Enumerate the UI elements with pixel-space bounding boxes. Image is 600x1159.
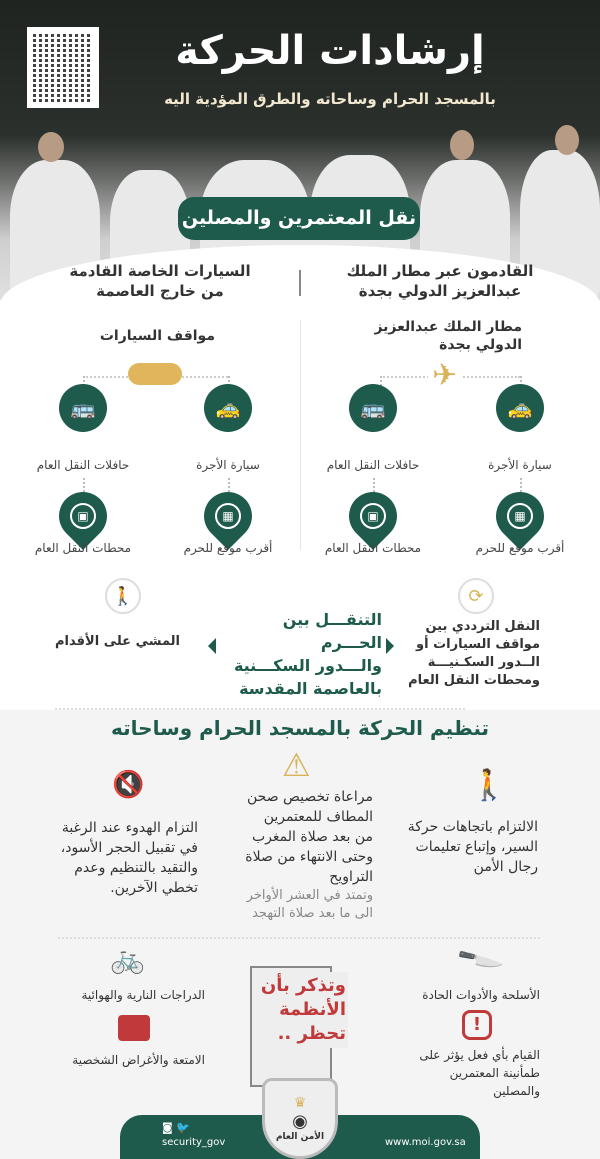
text-line: الالتزام باتجاهات حركة <box>407 819 538 835</box>
text-line: والتقيد بالتنظيم وعدم <box>74 860 198 876</box>
text-line: السير، وإتباع تعليمات <box>415 839 538 855</box>
text-line: التنقـــل بين الحـــرم <box>282 610 382 652</box>
text-line: في تقبيل الحجر الأسود، <box>60 840 198 856</box>
heading-line: من خارج العاصمة <box>96 282 224 300</box>
callout-text <box>252 972 348 1048</box>
location-pin-icon: ▦ <box>486 482 554 550</box>
heading-line: عبدالعزيز الدولي بجدة <box>358 282 522 300</box>
shuttle-cycle-icon: ⟳ <box>458 578 494 614</box>
text-line: التراويح <box>329 869 373 885</box>
text-line: تخطي الآخرين. <box>110 880 198 896</box>
social-icons[interactable]: ◙ 🐦 <box>162 1121 190 1134</box>
walking-icon: 🚶 <box>470 768 508 803</box>
text-line: الأنظمة <box>279 999 346 1020</box>
text-line: وتذكر بأن <box>260 975 346 996</box>
note-line: وتمتد في العشر الأواخر <box>246 888 373 903</box>
regulation-title: تنظيم الحركة بالمسجد الحرام وساحاته <box>111 716 489 740</box>
page-title: إرشادات الحركة <box>175 28 485 74</box>
arrow-left-icon <box>208 638 216 654</box>
car-icon <box>128 363 182 385</box>
prohibited-item: القيام بأي فعل يؤثر على طمأنينة المعتمرين والمصلين <box>419 1048 540 1098</box>
shuttle-text <box>405 618 540 690</box>
text-line: رجال الأمن <box>473 859 538 875</box>
logo-text: الأمن العام <box>275 1132 325 1142</box>
text-line: مواقف السيارات أو <box>416 637 540 652</box>
text-line: وحتى الانتهاء من صلاة <box>245 849 373 865</box>
knife-icon: 🔪 <box>455 935 506 984</box>
station-pin-icon: ▣ <box>49 482 117 550</box>
location-pin-icon: ▦ <box>194 482 262 550</box>
heading-line: السيارات الخاصة القادمة <box>69 262 251 280</box>
airport-heading <box>345 261 535 301</box>
text-line: النقل الترددي بين <box>425 619 540 634</box>
item-label: محطات النقل العام <box>324 541 422 555</box>
text-line: من بعد صلاة المغرب <box>252 829 373 845</box>
section-pill: نقل المعتمرين والمصلين <box>178 197 420 240</box>
cars-origin: مواقف السيارات <box>99 328 215 344</box>
walking-text: المشي على الأقدام <box>55 634 180 649</box>
prohibited-item: الامتعة والأغراض الشخصية <box>72 1053 205 1067</box>
item-label: أقرب موقع للحرم <box>475 541 565 555</box>
item-label: أقرب موقع للحرم <box>183 541 273 555</box>
item-label: حافلات النقل العام <box>36 458 130 472</box>
text-line: مراعاة تخصيص صحن <box>247 789 373 805</box>
station-pin-icon: ▣ <box>339 482 407 550</box>
page-subtitle: بالمسجد الحرام وساحاته والطرق المؤدية اليه <box>164 90 496 108</box>
item-label: حافلات النقل العام <box>326 458 420 472</box>
website-link[interactable]: www.moi.gov.sa <box>385 1137 466 1148</box>
qr-code[interactable] <box>27 27 99 108</box>
social-handle[interactable]: security_gov <box>162 1137 226 1148</box>
between-title <box>222 608 382 700</box>
origin-line: مطار الملك عبدالعزيز <box>374 319 522 335</box>
warning-icon: ⚠ <box>282 746 311 784</box>
public-security-logo <box>262 1078 338 1159</box>
eye-icon: ◉ <box>292 1111 308 1132</box>
origin-line: الدولي بجدة <box>439 337 522 353</box>
text-line: بالعاصمة المقدسة <box>239 679 382 698</box>
stop-alert-icon: ! <box>462 1010 492 1040</box>
text-line: ومحطات النقل العام <box>408 673 540 688</box>
bus-icon: 🚌 <box>59 384 107 432</box>
heading-line: القادمون عبر مطار الملك <box>346 262 534 280</box>
bicycle-icon: 🚲 <box>110 942 145 975</box>
regulation-item <box>40 818 198 898</box>
suitcase-icon <box>118 1015 150 1041</box>
airplane-icon: ✈ <box>428 358 461 393</box>
note-line: الى ما بعد صلاة التهجد <box>252 906 373 921</box>
walking-icon: 🚶 <box>105 578 141 614</box>
bus-icon: 🚌 <box>349 384 397 432</box>
taxi-icon: 🚕 <box>204 384 252 432</box>
prohibited-item: الدراجات النارية والهوائية <box>81 988 205 1002</box>
text-line: الــدور السكـنيـــة <box>427 655 540 670</box>
divider <box>300 320 301 550</box>
mute-icon: 🔇 <box>112 770 145 800</box>
item-label: سيارة الأجرة <box>196 458 260 472</box>
crown-icon: ♛ <box>293 1095 307 1111</box>
item-label: محطات النقل العام <box>34 541 132 555</box>
text-line: تحظر .. <box>277 1023 346 1044</box>
prohibited-item: الأسلحة والأدوات الحادة <box>422 988 540 1002</box>
regulation-item <box>225 787 373 923</box>
text-line: المطاف للمعتمرين <box>263 809 373 825</box>
text-line: والـــدور السكـــنية <box>233 656 382 675</box>
taxi-icon: 🚕 <box>496 384 544 432</box>
divider <box>299 270 301 296</box>
regulation-item <box>398 817 538 877</box>
arrow-right-icon <box>386 638 394 654</box>
cars-heading <box>65 261 255 301</box>
text-line: التزام الهدوء عند الرغبة <box>61 820 198 836</box>
item-label: سيارة الأجرة <box>488 458 552 472</box>
airport-origin <box>370 318 522 354</box>
